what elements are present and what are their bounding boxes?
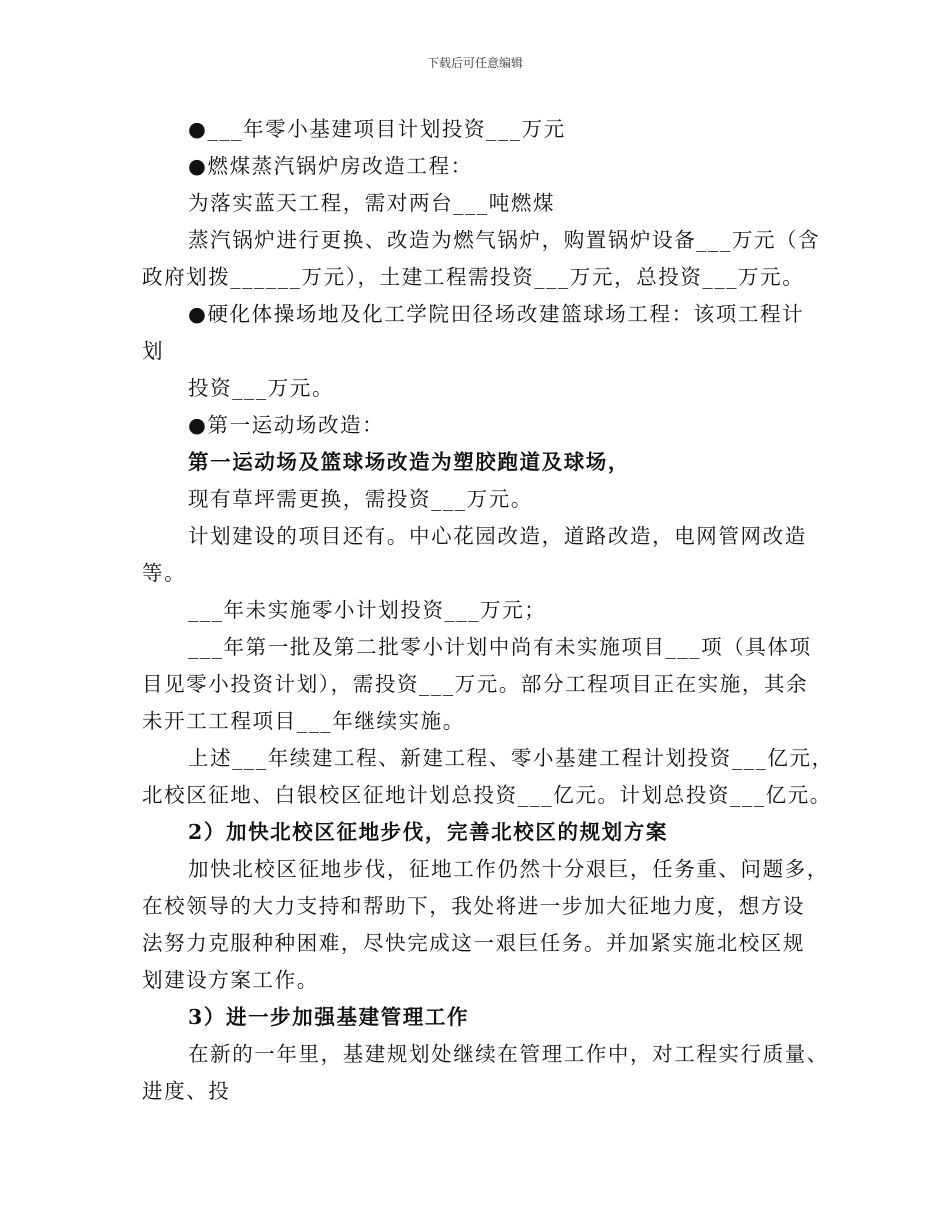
paragraph-line: ●第一运动场改造：	[188, 413, 385, 437]
paragraph-line: ●燃煤蒸汽锅炉房改造工程：	[188, 154, 473, 178]
paragraph-line: ___年未实施零小计划投资___万元；	[188, 598, 547, 622]
paragraph-line: 政府划拨______万元），土建工程需投资___万元，总投资___万元。	[142, 265, 805, 289]
paragraph-line: ●___年零小基建项目计划投资___万元	[188, 117, 566, 141]
section-heading: 2）加快北校区征地步伐，完善北校区的规划方案	[188, 820, 668, 844]
paragraph-line: 北校区征地、白银校区征地计划总投资___亿元。计划总投资___亿元。	[142, 783, 832, 807]
paragraph-line: 为落实蓝天工程，需对两台___吨燃煤	[188, 191, 556, 215]
paragraph-line: 蒸汽锅炉进行更换、改造为燃气锅炉，购置锅炉设备___万元（含	[188, 228, 821, 252]
paragraph-line: 计划建设的项目还有。中心花园改造，道路改造，电网管网改造	[188, 524, 807, 548]
paragraph-line: 划	[142, 339, 165, 363]
page-header: 下载后可任意编辑	[426, 56, 523, 70]
paragraph-line: ___年第一批及第二批零小计划中尚有未实施项目___项（具体项	[188, 635, 812, 659]
paragraph-line: ●硬化体操场地及化工学院田径场改建篮球场工程：该项工程计	[188, 302, 805, 326]
paragraph-line: 加快北校区征地步伐，征地工作仍然十分艰巨，任务重、问题多，	[188, 857, 829, 881]
bold-line: 第一运动场及篮球场改造为塑胶跑道及球场，	[188, 450, 630, 474]
paragraph-line: 投资___万元。	[188, 376, 335, 400]
paragraph-line: 现有草坪需更换，需投资___万元。	[188, 487, 533, 511]
paragraph-line: 目见零小投资计划），需投资___万元。部分工程项目正在实施，其余	[142, 672, 809, 696]
paragraph-line: 未开工工程项目___年继续实施。	[142, 709, 465, 733]
paragraph-line: 划建设方案工作。	[142, 968, 319, 992]
paragraph-line: 在校领导的大力支持和帮助下，我处将进一步加大征地力度，想方设	[142, 894, 805, 918]
section-heading: 3）进一步加强基建管理工作	[188, 1005, 470, 1029]
paragraph-line: 上述___年续建工程、新建工程、零小基建工程计划投资___亿元，	[188, 746, 834, 770]
paragraph-line: 进度、投	[142, 1079, 231, 1103]
paragraph-line: 在新的一年里，基建规划处继续在管理工作中，对工程实行质量、	[188, 1042, 829, 1066]
paragraph-line: 等。	[142, 561, 187, 585]
paragraph-line: 法努力克服种种困难，尽快完成这一艰巨任务。并加紧实施北校区规	[142, 931, 805, 955]
